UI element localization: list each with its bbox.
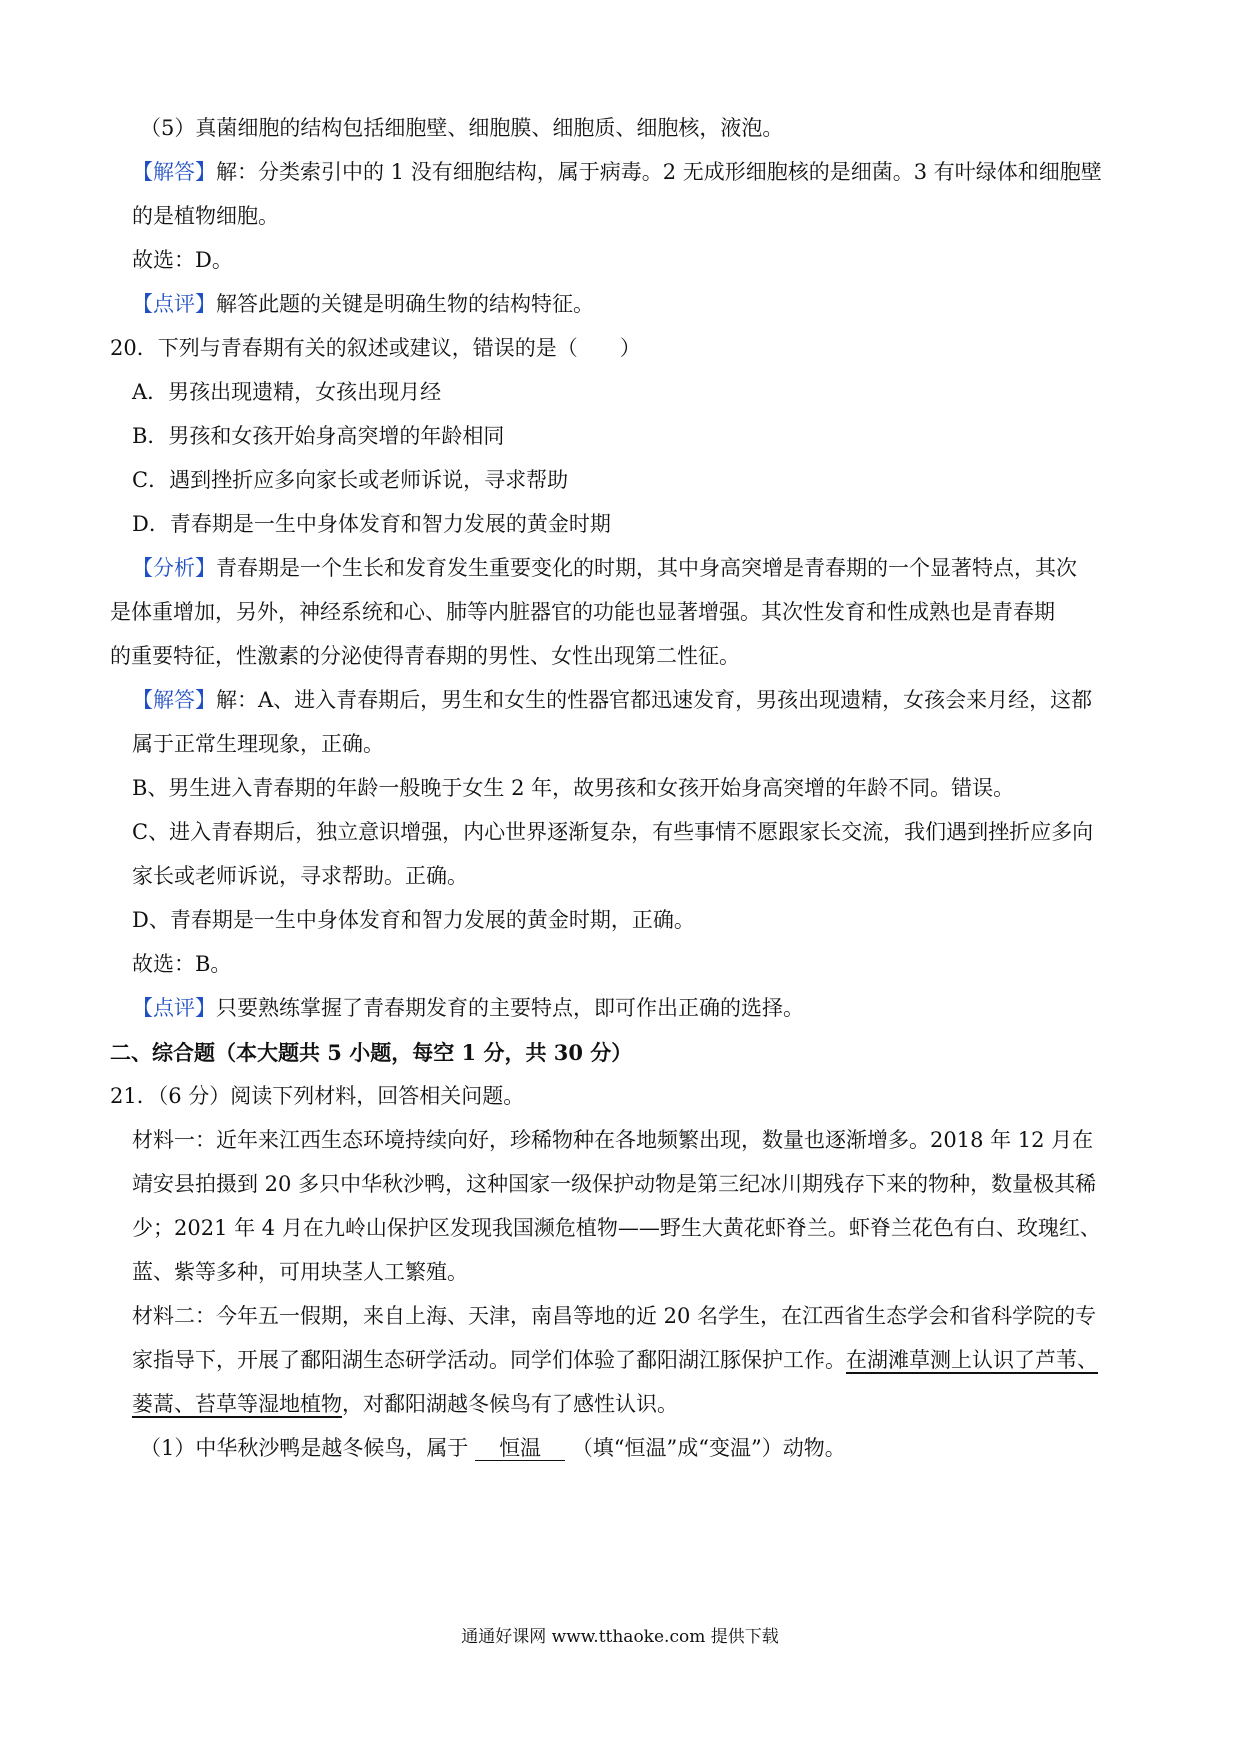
text-line: 属于正常生理现象，正确。 — [132, 732, 384, 756]
text-line: 【解答】解：A、进入青春期后，男生和女生的性器官都迅速发育，男孩出现遗精，女孩会来月经，这都 — [132, 688, 1093, 712]
text-line: 家指导下，开展了鄱阳湖生态研学活动。同学们体验了鄱阳湖江豚保护工作。在湖滩草测上认识了芦苇、 — [132, 1348, 1098, 1372]
text-line: 【分析】青春期是一个生长和发育发生重要变化的时期，其中身高突增是青春期的一个显著特点，其次 — [132, 556, 1077, 580]
section-heading: 二、综合题（本大题共 5 小题，每空 1 分，共 30 分） — [110, 1040, 633, 1065]
text-line: 材料二：今年五一假期，来自上海、天津，南昌等地的近 20 名学生，在江西省生态学会和省科学院的专 — [132, 1304, 1097, 1328]
text-line: 是体重增加，另外，神经系统和心、肺等内脏器官的功能也显著增强。其次性发育和性成熟也是青春期 — [110, 600, 1055, 624]
text-line: 靖安县拍摄到 20 多只中华秋沙鸭，这种国家一级保护动物是第三纪冰川期残存下来的物种，数量极其稀 — [132, 1172, 1097, 1196]
analysis-tag: 【分析】 — [132, 556, 216, 580]
answer-blank: 恒温 — [475, 1438, 565, 1461]
footer: 通通好课网 www.tthaoke.com 提供下载 — [461, 1627, 779, 1647]
text-line: 【点评】只要熟练掌握了青春期发育的主要特点，即可作出正确的选择。 — [132, 996, 804, 1020]
answer-tag: 【解答】 — [132, 688, 216, 712]
text-line: 少；2021 年 4 月在九岭山保护区发现我国濒危植物——野生大黄花虾脊兰。虾脊兰花色有白、玫瑰红、 — [132, 1216, 1101, 1240]
text-line: 的是植物细胞。 — [132, 204, 279, 228]
text-line: 蒌蒿、苔草等湿地植物，对鄱阳湖越冬候鸟有了感性认识。 — [132, 1392, 678, 1416]
text-line: 故选：D。 — [132, 248, 233, 272]
option-c: C．遇到挫折应多向家长或老师诉说，寻求帮助 — [132, 468, 569, 492]
question-20: 20．下列与青春期有关的叙述或建议，错误的是（ ） — [110, 336, 641, 360]
underlined-text: 蒌蒿、苔草等湿地植物 — [132, 1392, 342, 1416]
text-line: （5）真菌细胞的结构包括细胞壁、细胞膜、细胞质、细胞核，液泡。 — [140, 116, 784, 140]
text-line: 家长或老师诉说，寻求帮助。正确。 — [132, 864, 468, 888]
text-line: D、青春期是一生中身体发育和智力发展的黄金时期，正确。 — [132, 908, 695, 932]
text-line: 【解答】解：分类索引中的 1 没有细胞结构，属于病毒。2 无成形细胞核的是细菌。3 有叶绿体和细胞壁 — [132, 160, 1102, 184]
underlined-text: 在湖滩草测上认识了芦苇、 — [846, 1348, 1098, 1372]
text-line: 的重要特征，性激素的分泌使得青春期的男性、女性出现第二性征。 — [110, 644, 740, 668]
option-b: B．男孩和女孩开始身高突增的年龄相同 — [132, 424, 505, 448]
text-line: C、进入青春期后，独立意识增强，内心世界逐渐复杂，有些事情不愿跟家长交流，我们遇到挫折应多向 — [132, 820, 1094, 844]
option-a: A．男孩出现遗精，女孩出现月经 — [132, 380, 442, 404]
text-line: 材料一：近年来江西生态环境持续向好，珍稀物种在各地频繁出现，数量也逐渐增多。2018 年 12 月在 — [132, 1128, 1094, 1152]
option-d: D．青春期是一生中身体发育和智力发展的黄金时期 — [132, 512, 611, 536]
comment-tag: 【点评】 — [132, 996, 216, 1020]
text-line: 【点评】解答此题的关键是明确生物的结构特征。 — [132, 292, 594, 316]
comment-tag: 【点评】 — [132, 292, 216, 316]
text-line: 蓝、紫等多种，可用块茎人工繁殖。 — [132, 1260, 468, 1284]
text-line: B、男生进入青春期的年龄一般晚于女生 2 年，故男孩和女孩开始身高突增的年龄不同。错误。 — [132, 776, 1015, 800]
sub-question-1: （1）中华秋沙鸭是越冬候鸟，属于 恒温 （填“恒温”成“变温”）动物。 — [140, 1436, 846, 1460]
answer-tag: 【解答】 — [132, 160, 216, 184]
text-line: 故选：B。 — [132, 952, 232, 976]
question-21: 21．（6 分）阅读下列材料，回答相关问题。 — [110, 1084, 525, 1108]
